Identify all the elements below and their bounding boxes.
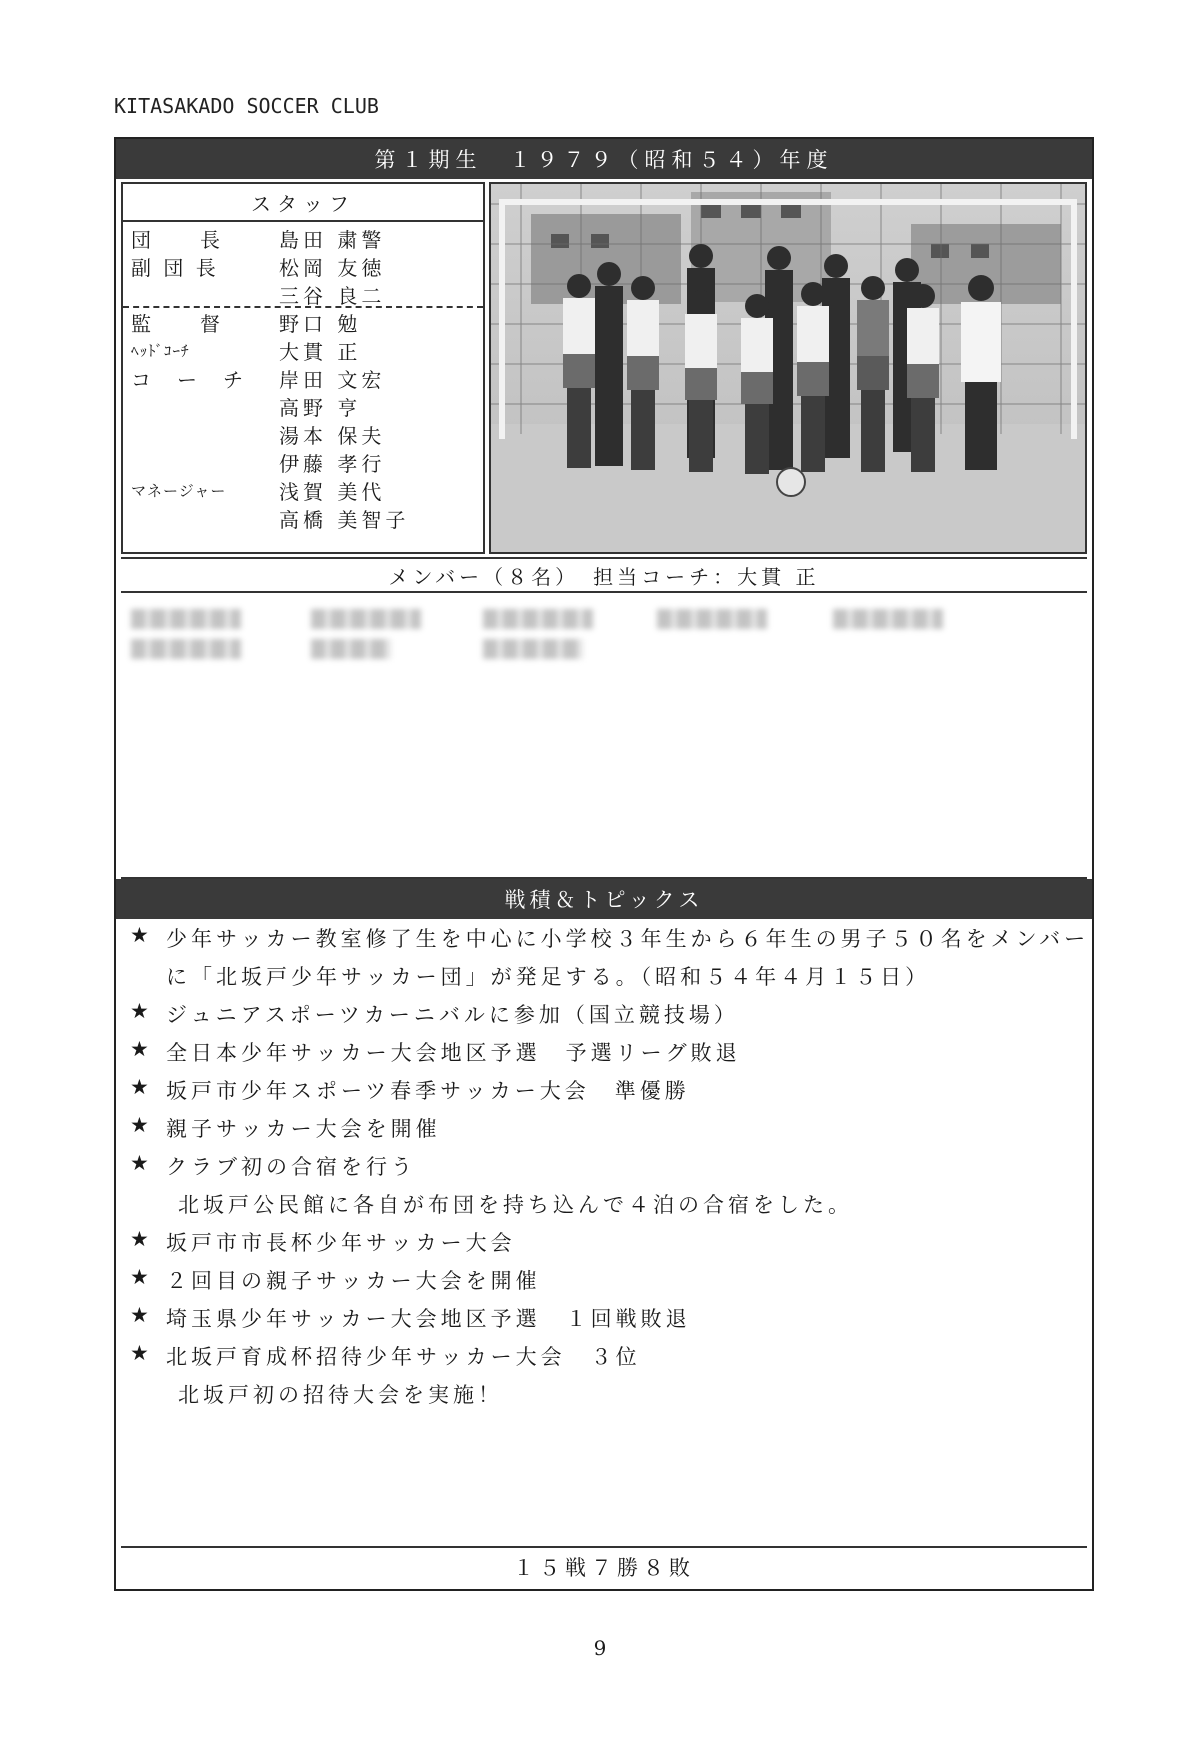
- topic-text: 埼玉県少年サッカー大会地区予選 １回戦敗退: [166, 1307, 691, 1331]
- staff-role: 副 団 長: [131, 256, 219, 280]
- staff-row: [131, 392, 471, 420]
- topics-heading: 戦積＆トピックス: [116, 879, 1092, 919]
- staff-row: [131, 364, 471, 392]
- star-icon: ★: [130, 1037, 153, 1061]
- staff-name: 伊藤 孝行: [279, 452, 386, 476]
- staff-name: 湯本 保夫: [279, 424, 386, 448]
- topic-text: 北坂戸公民館に各自が布団を持ち込んで４泊の合宿をした。: [178, 1193, 853, 1217]
- page-number: 9: [593, 1636, 607, 1660]
- star-icon: ★: [130, 1151, 153, 1175]
- staff-name: 三谷 良二: [279, 284, 386, 308]
- star-icon: ★: [130, 1075, 153, 1099]
- staff-role: ﾍｯﾄﾞｺｰﾁ: [131, 342, 190, 360]
- star-icon: ★: [130, 1227, 153, 1251]
- team-photo-image: [491, 184, 1085, 552]
- topic-text: クラブ初の合宿を行う: [166, 1155, 416, 1179]
- topic-text: 全日本少年サッカー大会地区予選 予選リーグ敗退: [166, 1041, 741, 1065]
- topic-text: ２回目の親子サッカー大会を開催: [166, 1269, 541, 1293]
- staff-name: 岸田 文宏: [279, 368, 386, 392]
- redacted-member-name: [311, 609, 421, 629]
- staff-role: 監 督: [131, 312, 223, 336]
- staff-name: 野口 勉: [279, 312, 362, 336]
- topic-text: 北坂戸育成杯招待少年サッカー大会 ３位: [166, 1345, 641, 1369]
- staff-row: [131, 224, 471, 252]
- staff-name: 島田 粛警: [279, 228, 386, 252]
- members-heading: メンバー（８名） 担当コーチ：大貫 正: [121, 557, 1087, 593]
- topic-text: ジュニアスポーツカーニバルに参加（国立競技場）: [166, 1003, 739, 1027]
- staff-row: [131, 308, 471, 336]
- star-icon: ★: [130, 1113, 153, 1137]
- staff-name: 高橋 美智子: [279, 508, 410, 532]
- staff-row: [131, 448, 471, 476]
- staff-row: [131, 420, 471, 448]
- redacted-member-name: [657, 609, 767, 629]
- star-icon: ★: [130, 1303, 153, 1327]
- topic-text: 少年サッカー教室修了生を中心に小学校３年生から６年生の男子５０名をメンバー: [166, 927, 1090, 951]
- staff-row: [131, 280, 471, 308]
- season-frame: [114, 137, 1094, 1591]
- staff-role: コ ー チ: [131, 368, 246, 392]
- team-photo: [489, 182, 1087, 554]
- star-icon: ★: [130, 1265, 153, 1289]
- staff-box: [121, 182, 485, 554]
- topic-text: 坂戸市少年スポーツ春季サッカー大会 準優勝: [166, 1079, 690, 1103]
- staff-name: 高野 亨: [279, 396, 362, 420]
- staff-heading: スタッフ: [123, 184, 483, 222]
- redacted-member-name: [131, 639, 241, 659]
- members-list: [121, 593, 1087, 879]
- topic-text: 親子サッカー大会を開催: [166, 1117, 441, 1141]
- redacted-member-name: [483, 609, 593, 629]
- redacted-member-name: [131, 609, 241, 629]
- star-icon: ★: [130, 923, 153, 947]
- staff-row: [131, 476, 471, 504]
- star-icon: ★: [130, 1341, 153, 1365]
- redacted-member-name: [833, 609, 943, 629]
- staff-role: マネージャー: [131, 482, 227, 500]
- star-icon: ★: [130, 999, 153, 1023]
- staff-row: [131, 336, 471, 364]
- staff-name: 浅賀 美代: [279, 480, 386, 504]
- staff-role: 団 長: [131, 228, 223, 252]
- redacted-member-name: [311, 639, 391, 659]
- season-record: １５戦７勝８敗: [121, 1546, 1087, 1586]
- staff-name: 大貫 正: [279, 340, 362, 364]
- topic-text: に「北坂戸少年サッカー団」が発足する。（昭和５４年４月１５日）: [166, 965, 931, 989]
- club-header: KITASAKADO SOCCER CLUB: [114, 94, 379, 118]
- topic-text: 坂戸市市長杯少年サッカー大会: [166, 1231, 516, 1255]
- season-title: 第１期生 １９７９（昭和５４）年度: [116, 139, 1092, 179]
- topic-text: 北坂戸初の招待大会を実施！: [178, 1383, 503, 1407]
- staff-row: [131, 252, 471, 280]
- staff-row: [131, 504, 471, 532]
- redacted-member-name: [483, 639, 583, 659]
- staff-name: 松岡 友徳: [279, 256, 386, 280]
